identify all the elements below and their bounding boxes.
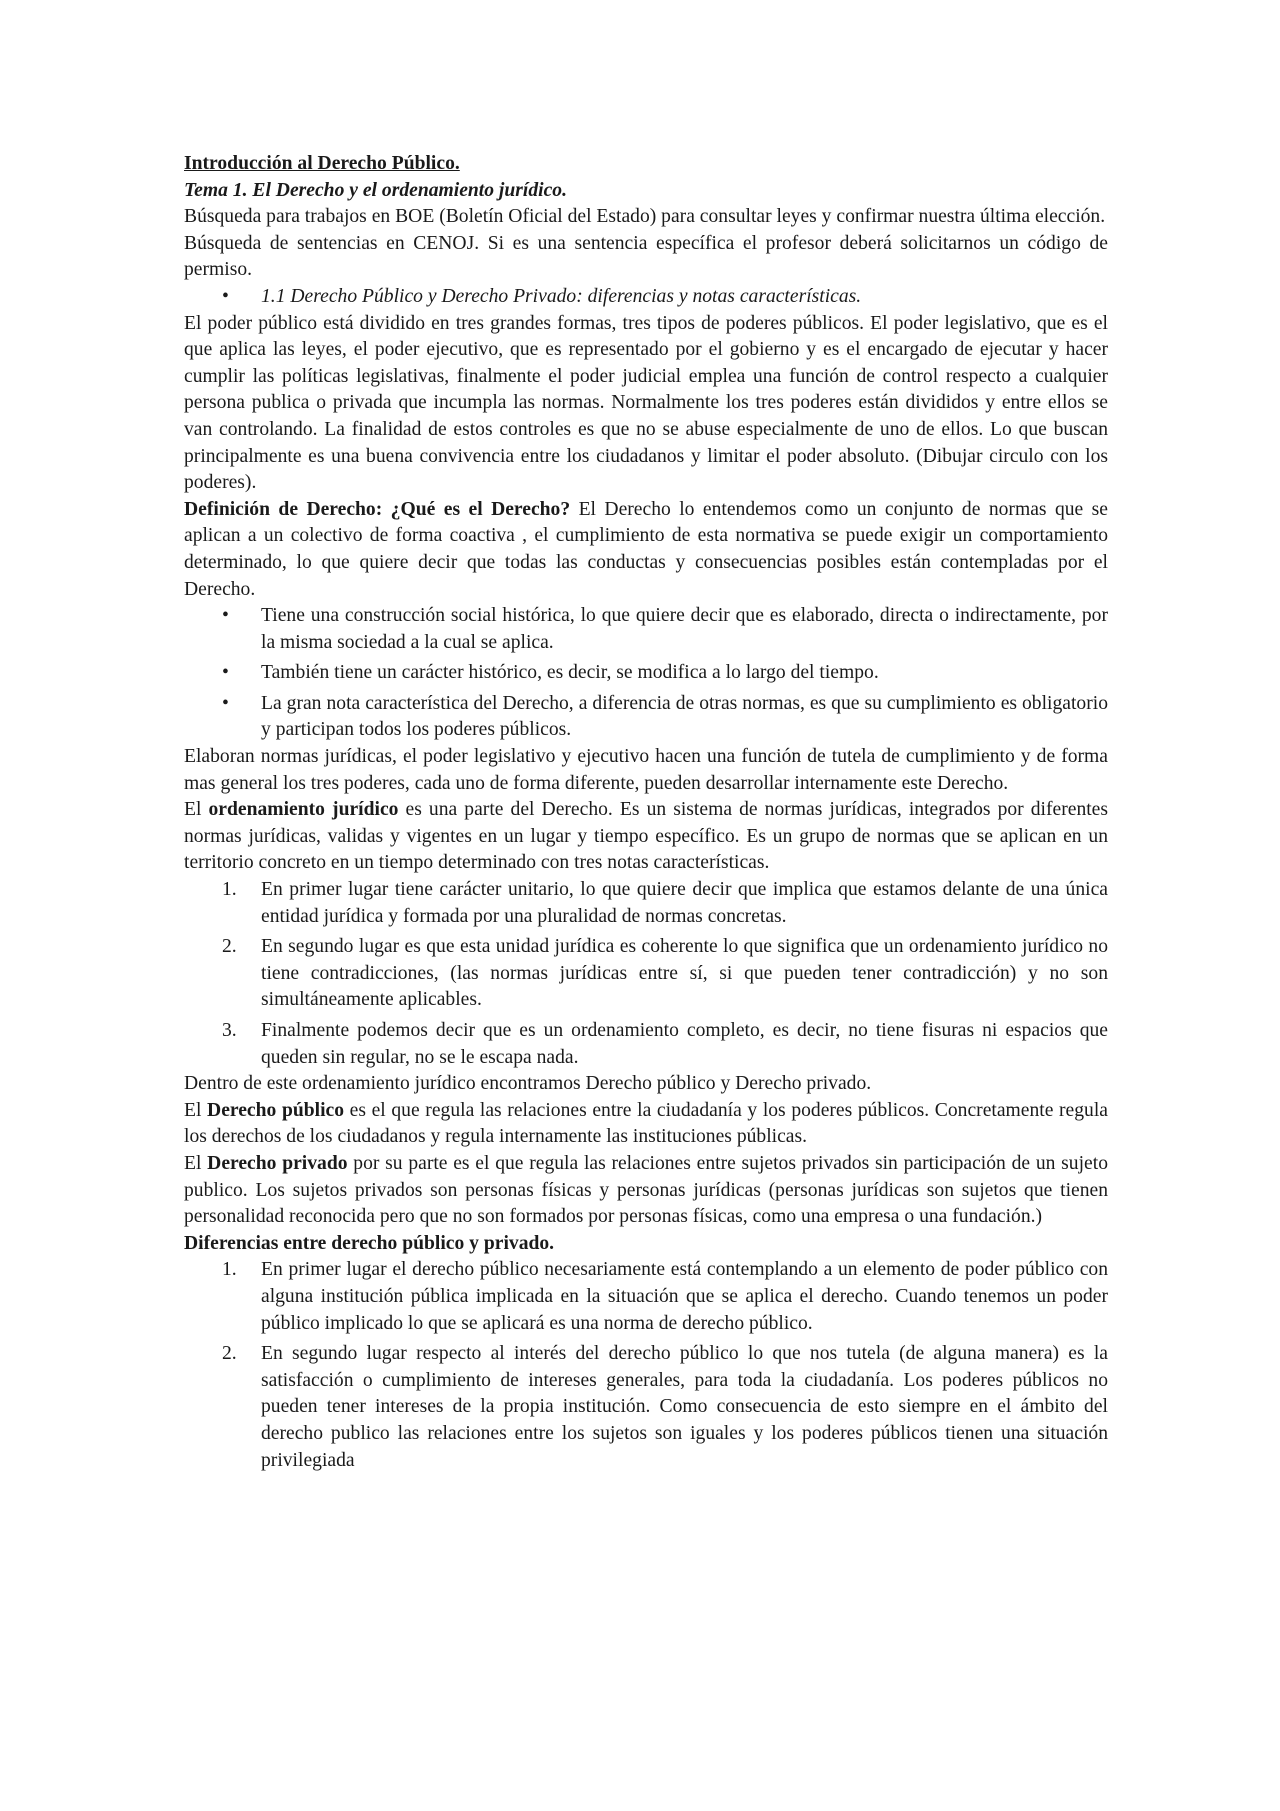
list-item-text: En segundo lugar respecto al interés del derecho público lo que nos tutela (de alguna manera) es la satisfacción o cumplimiento de intereses generales, para toda la ciudadanía. Los poderes públicos no pueden tener intereses de la propia institución. Como consecuencia de esto siempre en el ámbito del derecho publico las relaciones entre los sujetos son iguales y los poderes públicos tienen una situación privilegiada xyxy=(261,1343,1108,1471)
list-item-text: Tiene una construcción social histórica, lo que quiere decir que es elaborado, directa o indirectamente, por la misma sociedad a la cual se aplica. xyxy=(261,605,1108,653)
paragraph-poderes: El poder público está dividido en tres grandes formas, tres tipos de poderes públicos. El poder legislativo, que es el que aplica las leyes, el poder ejecutivo, que es representado por el gobierno y es el encargado de ejecutar y hacer cumplir las políticas legislativas, finalmente el poder judicial emplea una función de control respecto a cualquier persona publica o privada que incumpla las normas. Normalmente los tres poderes están divididos y entre ellos se van controlando. La finalidad de estos controles es que no se abuse especialmente de uno de ellos. Lo que buscan principalmente es una buena convivencia entre los ciudadanos y limitar el poder absoluto. (Dibujar circulo con los poderes). xyxy=(184,312,1108,494)
document-title: Introducción al Derecho Público. xyxy=(184,153,460,174)
bullet-marker: • xyxy=(222,605,229,627)
bullet-marker: • xyxy=(222,692,229,714)
paragraph-ordenamiento xyxy=(184,797,1108,877)
definition-text: El Derecho lo entendemos como un conjunto de normas que se aplican a un colectivo de forma coactiva , el cumplimiento de esta normativa se puede exigir un comportamiento determinado, lo que quiere decir que todas las conductas y consecuencias posibles están contempladas por el Derecho. xyxy=(184,498,1108,600)
list-item xyxy=(184,1341,1108,1474)
list-item xyxy=(184,1018,1108,1071)
paragraph-derecho-publico xyxy=(184,1098,1108,1151)
paragraph-derecho-privado xyxy=(184,1151,1108,1231)
section-heading-list xyxy=(184,284,1108,311)
text-run: El xyxy=(184,1152,208,1174)
paragraph-elaboran: Elaboran normas jurídicas, el poder legislativo y ejecutivo hacen una función de tutela de cumplimiento y de forma mas general los tres poderes, cada uno de forma diferente, pueden desarrollar internamente este Derecho. xyxy=(184,746,1108,794)
list-item-text: En segundo lugar es que esta unidad jurídica es coherente lo que significa que un ordenamiento jurídico no tiene contradicciones, (las normas jurídicas entre sí, si que pueden tener contradicción) y no son simultáneamente aplicables. xyxy=(261,936,1108,1011)
paragraph-dentro: Dentro de este ordenamiento jurídico encontramos Derecho público y Derecho privado. xyxy=(184,1073,872,1095)
derecho-privado-term: Derecho privado xyxy=(207,1152,348,1174)
list-item-text: En primer lugar tiene carácter unitario, lo que quiere decir que implica que estamos delante de una única entidad jurídica y formada por una pluralidad de normas concretas. xyxy=(261,879,1108,927)
list-item xyxy=(184,877,1108,930)
number-marker: 3. xyxy=(222,1020,237,1041)
list-item xyxy=(184,660,1108,687)
topic-title: Tema 1. El Derecho y el ordenamiento jurídico. xyxy=(184,179,567,201)
text-run: por su parte es el que regula las relaciones entre sujetos privados sin participación de un sujeto publico. Los sujetos privados son personas físicas y personas jurídicas (personas jurídicas son sujetos que tienen personalidad reconocida pero que no son formados por personas físicas, como una empresa o una fundación.) xyxy=(184,1152,1108,1228)
number-marker: 2. xyxy=(222,1343,237,1365)
bullet-marker: • xyxy=(222,662,229,684)
list-item-text: También tiene un carácter histórico, es decir, se modifica a lo largo del tiempo. xyxy=(261,662,879,684)
text-run: El xyxy=(184,1099,208,1121)
definition-bullet-list xyxy=(184,603,1108,744)
ordenamiento-term: ordenamiento jurídico xyxy=(208,799,399,821)
bullet-marker: • xyxy=(222,285,229,307)
section-heading-text: 1.1 Derecho Público y Derecho Privado: diferencias y notas características. xyxy=(261,285,862,307)
ordenamiento-numbered-list xyxy=(184,877,1108,1071)
list-item xyxy=(184,1257,1108,1337)
differences-numbered-list xyxy=(184,1257,1108,1474)
paragraph-cenoj: Búsqueda de sentencias en CENOJ. Si es una sentencia específica el profesor deberá solicitarnos un código de permiso. xyxy=(184,232,1108,281)
list-item-text: Finalmente podemos decir que es un ordenamiento completo, es decir, no tiene fisuras ni espacios que queden sin regular, no se le escapa nada. xyxy=(261,1020,1108,1068)
list-item-text: La gran nota característica del Derecho, a diferencia de otras normas, es que su cumplimiento es obligatorio y participan todos los poderes públicos. xyxy=(261,692,1108,741)
list-item xyxy=(184,934,1108,1014)
text-run: es el que regula las relaciones entre la ciudadanía y los poderes públicos. Concretamente regula los derechos de los ciudadanos y regula internamente las instituciones públicas. xyxy=(184,1099,1108,1148)
text-run: El xyxy=(184,799,209,821)
document-page xyxy=(184,151,1108,1474)
number-marker: 1. xyxy=(222,879,237,901)
text-run: es una parte del Derecho. Es un sistema de normas jurídicas, integrados por diferentes normas jurídicas, validas y vigentes en un lugar y tiempo específico. Es un grupo de normas que se aplican en un territorio concreto en un tiempo determinado con tres notas características. xyxy=(184,799,1109,874)
differences-heading: Diferencias entre derecho público y privado. xyxy=(184,1232,555,1254)
derecho-publico-term: Derecho público xyxy=(207,1099,345,1121)
paragraph-boe: Búsqueda para trabajos en BOE (Boletín Oficial del Estado) para consultar leyes y confirmar nuestra última elección. xyxy=(184,206,1106,228)
definition-label: Definición de Derecho: ¿Qué es el Derecho? xyxy=(184,498,571,520)
number-marker: 2. xyxy=(222,936,237,958)
list-item xyxy=(184,603,1108,656)
paragraph-definicion xyxy=(184,497,1108,603)
section-heading xyxy=(184,284,1108,311)
number-marker: 1. xyxy=(222,1259,237,1281)
list-item xyxy=(184,691,1108,744)
list-item-text: En primer lugar el derecho público necesariamente está contemplando a un elemento de poder público con alguna institución pública implicada en la situación que se aplica el derecho. Cuando tenemos un poder público implicado lo que se aplicará es una norma de derecho público. xyxy=(261,1259,1108,1334)
